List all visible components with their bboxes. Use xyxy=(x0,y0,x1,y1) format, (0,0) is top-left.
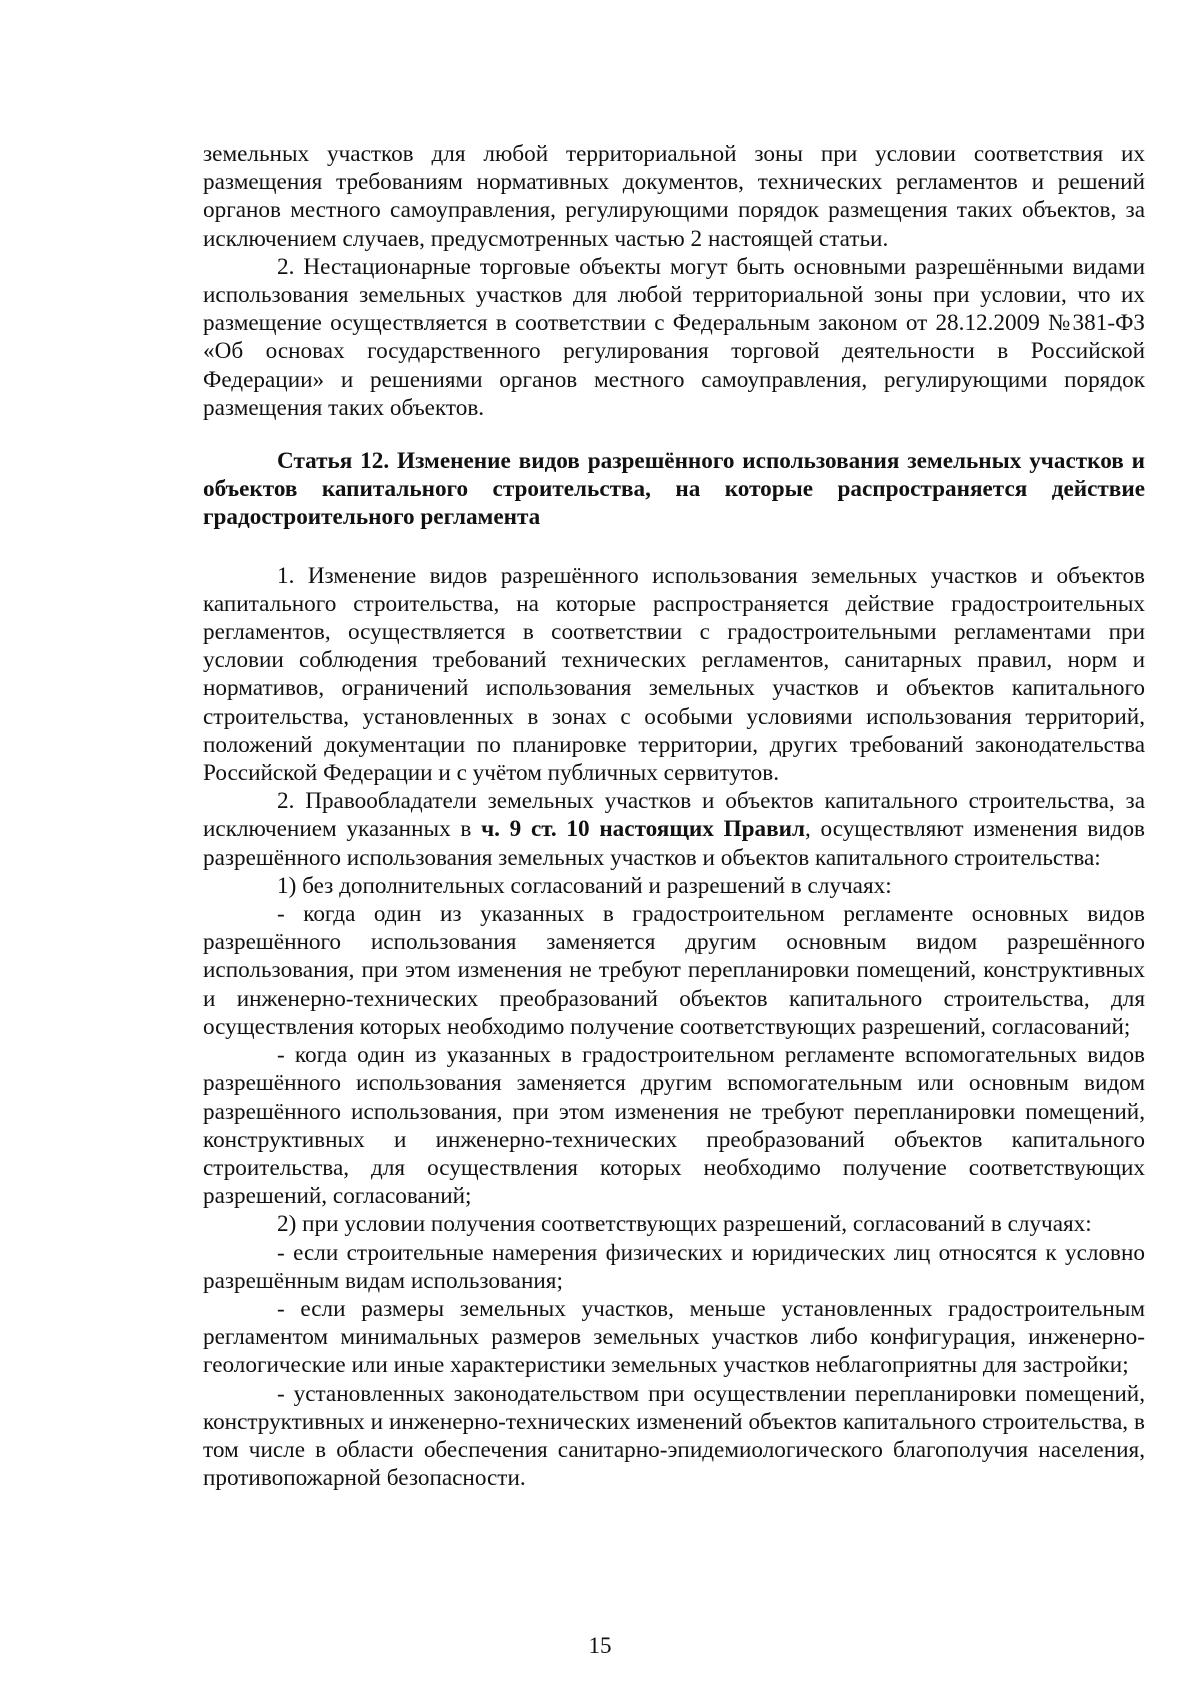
article-12-heading: Статья 12. Изменение видов разрешённого использования земельных участков и объектов капитального строительства, на которые распространяется действие градостроительного регламента xyxy=(203,448,1145,531)
list-item-2: 2) при условии получения соответствующих разрешений, согласований в случаях: xyxy=(277,1211,1092,1238)
list-item-1-dash-2: - когда один из указанных в градостроительном регламенте вспомогательных видов разрешённого использования заменяется другим вспомогательным или основным видом разрешённого использования, при этом изменения не требуют перепланировки помещений, конструктивных и инженерно-технических преобразований объектов капитального строительства, для осуществления которых необходимо получение соответствующих разрешений, согласований; xyxy=(203,1042,1145,1210)
paragraph-continuation: земельных участков для любой территориальной зоны при условии соответствия их размещения требованиям нормативных документов, технических регламентов и решений органов местного самоуправления, регулирующими порядок размещения таких объектов, за исключением случаев, предусмотренных частью 2 настоящей статьи. xyxy=(203,141,1145,252)
paragraph-11-2: 2. Нестационарные торговые объекты могут быть основными разрешёнными видами использования земельных участков для любой территориальной зоны при условии, что их размещение осуществляется в соответствии с Федеральным законом от 28.12.2009 №381-ФЗ «Об основах государственного регулирования торговой деятельности в Российской Федерации» и решениями органов местного самоуправления, регулирующими порядок размещения таких объектов. xyxy=(203,253,1145,421)
list-item-2-dash-2: - если размеры земельных участков, меньше установленных градостроительным регламентом минимальных размеров земельных участков либо конфигурация, инженерно-геологические или иные характеристики земельных участков неблагоприятны для застройки; xyxy=(203,1295,1145,1379)
page-body xyxy=(203,140,1145,1492)
list-item-2-dash-3: - установленных законодательством при осуществлении перепланировки помещений, конструктивных и инженерно-технических изменений объектов капитального строительства, в том числе в области обеспечения санитарно-эпидемиологического благополучия населения, противопожарной безопасности. xyxy=(203,1380,1145,1492)
list-item-2-dash-1: - если строительные намерения физических и юридических лиц относятся к условно разрешённым видам использования; xyxy=(203,1239,1145,1294)
list-item-1: 1) без дополнительных согласований и разрешений в случаях: xyxy=(277,872,892,899)
paragraph-12-2 xyxy=(203,787,1145,872)
page-number: 15 xyxy=(588,1633,612,1658)
list-item-1-dash-1: - когда один из указанных в градостроительном регламенте основных видов разрешённого использования заменяется другим основным видом разрешённого использования, при этом изменения не требуют перепланировки помещений, конструктивных и инженерно-технических преобразований объектов капитального строительства, для осуществления которых необходимо получение соответствующих разрешений, согласований; xyxy=(203,901,1145,1040)
paragraph-12-2-text-after: , осуществляют изменения видов разрешённого использования земельных участков и объектов капитального строительства: xyxy=(203,816,1145,871)
paragraph-12-1: 1. Изменение видов разрешённого использования земельных участков и объектов капитального строительства, на которые распространяется действие градостроительных регламентов, осуществляется в соответствии с градостроительными регламентами при условии соблюдения требований технических регламентов, санитарных правил, норм и нормативов, ограничений использования земельных участков и объектов капитального строительства, установленных в зонах с особыми условиями использования территорий, положений документации по планировке территории, других требований законодательства Российской Федерации и с учётом публичных сервитутов. xyxy=(203,562,1145,787)
rule-reference: ч. 9 ст. 10 настоящих Правил xyxy=(481,816,806,843)
paragraph-12-2-text-before: 2. Правообладатели земельных участков и объектов капитального строительства, за исключением указанных в xyxy=(203,788,1145,843)
